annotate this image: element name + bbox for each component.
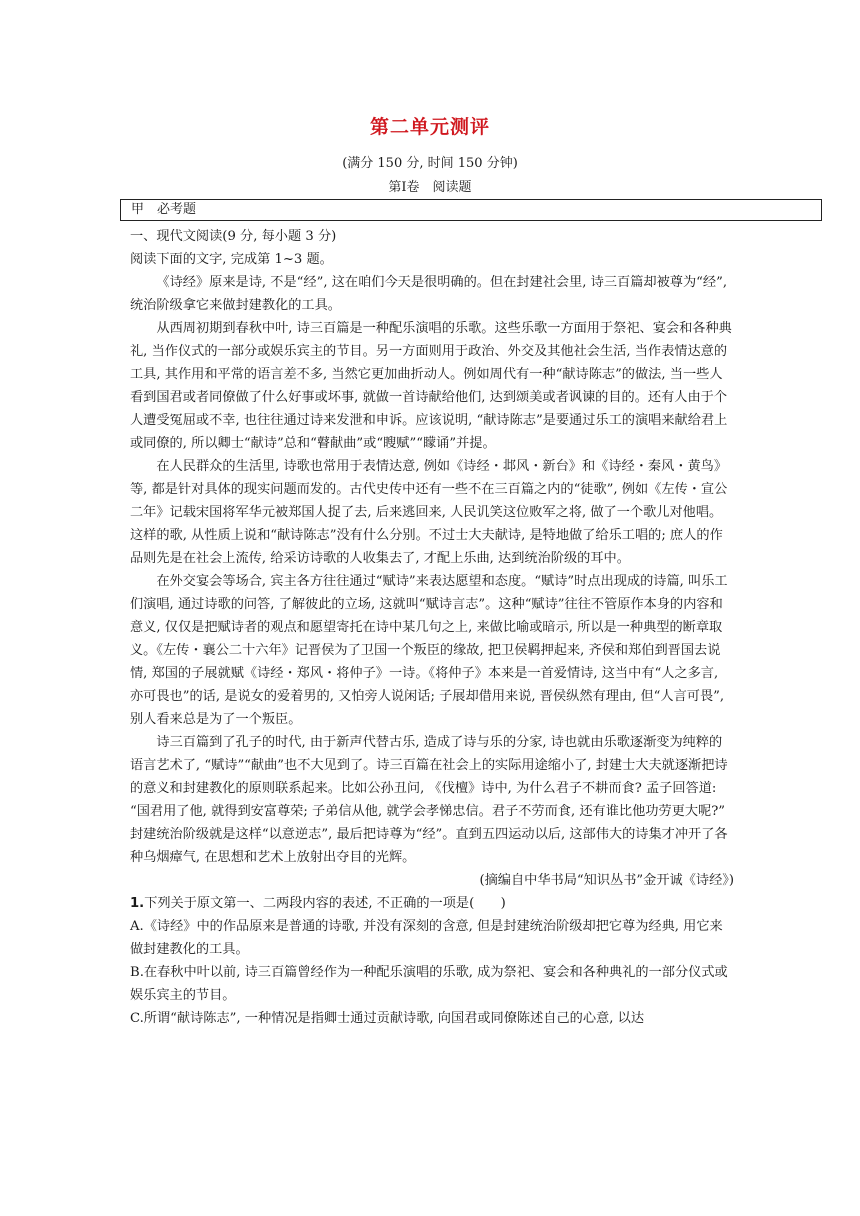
paragraph-5: 诗三百篇到了孔子的时代, 由于新声代替古乐, 造成了诗与乐的分家, 诗也就由乐歌逐渐变为纯粹的语言艺术了, “赋诗”“献曲”也不大见到了。诗三百篇在社会上的实际用途缩小了, 封建士大夫就逐渐把诗的意义和封建教化的原则联系起来。比如公孙丑问, 《伐檀》诗中, 为什么君子不耕而食? 孟子回答道: “国君用了他, 就得到安富尊荣; 子弟信从他, 就学会孝悌忠信。君子不劳而食, 还有谁比他功劳更大呢?” 封建统治阶级就是这样“以意逆志”, 最后把诗尊为“经”。直到五四运动以后, 这部伟大的诗集才冲开了各种乌烟瘴气, 在思想和艺术上放射出夺目的光辉。 — [130, 735, 728, 865]
paragraph-3: 在人民群众的生活里, 诗歌也常用于表情达意, 例如《诗经・邶风・新台》和《诗经・秦风・黄鸟》等, 都是针对具体的现实问题而发的。古代史传中还有一些不在三百篇之内的“徒歌”, 例如《左传・宣公二年》记载宋国将军华元被郑国人捉了去, 后来逃回来, 人民讥笑这位败军之将, 做了一个歌儿对他唱。这样的歌, 从性质上说和“献诗陈志”没有什么分别。不过士大夫献诗, 是特地做了给乐工唱的; 庶人的作品则先是在社会上流传, 给采访诗歌的人收集去了, 才配上乐曲, 达到统治阶级的耳中。 — [130, 459, 728, 566]
option-b: B.在春秋中叶以前, 诗三百篇曾经作为一种配乐演唱的乐歌, 成为祭祀、宴会和各种典礼的一部分仪式或娱乐宾主的节目。 — [130, 965, 728, 1003]
paragraph-1: 《诗经》原来是诗, 不是“经”, 这在咱们今天是很明确的。但在封建社会里, 诗三百篇却被尊为“经”, 统治阶级拿它来做封建教化的工具。 — [130, 275, 728, 313]
section-label: 甲 必考题 — [131, 202, 197, 217]
option-c: C.所谓“献诗陈志”, 一种情况是指卿士通过贡献诗歌, 向国君或同僚陈述自己的心意, 以达 — [130, 1011, 645, 1026]
section-heading: 一、现代文阅读(9 分, 每小题 3 分) — [130, 229, 337, 244]
source-citation: (摘编自中华书局“知识丛书”金开诚《诗经》) — [479, 873, 734, 888]
exam-info: (满分 150 分, 时间 150 分钟) — [342, 156, 518, 171]
paragraph-2: 从西周初期到春秋中叶, 诗三百篇是一种配乐演唱的乐歌。这些乐歌一方面用于祭祀、宴会和各种典礼, 当作仪式的一部分或娱乐宾主的节目。另一方面则用于政治、外交及其他社会生活, 当作表情达意的工具, 其作用和平常的语言差不多, 当然它更加曲折动人。例如周代有一种“献诗陈志”的做法, 当一些人看到国君或者同僚做了什么好事或坏事, 就做一首诗献给他们, 达到颂美或者讽谏的目的。还有人由于个人遭受冤屈或不幸, 也往往通过诗来发泄和申诉。应该说明, “献诗陈志”是要通过乐工的演唱来献给君上或同僚的, 所以卿士“献诗”总和“瞽献曲”或“瞍赋”“矇诵”并提。 — [130, 321, 732, 451]
reading-instruction: 阅读下面的文字, 完成第 1~3 题。 — [130, 252, 333, 267]
volume-heading: 第Ⅰ卷 阅读题 — [388, 180, 472, 195]
question-stem: 下列关于原文第一、二两段内容的表述, 不正确的一项是( ) — [144, 896, 506, 911]
paragraph-4: 在外交宴会等场合, 宾主各方往往通过“赋诗”来表达愿望和态度。“赋诗”时点出现成的诗篇, 叫乐工们演唱, 通过诗歌的问答, 了解彼此的立场, 这就叫“赋诗言志”。这种“赋诗”往往不管原作本身的内容和意义, 仅仅是把赋诗者的观点和愿望寄托在诗中某几句之上, 来做比喻或暗示, 所以是一种典型的断章取义。《左传・襄公二十六年》记晋侯为了卫国一个叛臣的缘故, 把卫侯羁押起来, 齐侯和郑伯到晋国去说情, 郑国的子展就赋《诗经・郑风・将仲子》一诗。《将仲子》本来是一首爱情诗, 这当中有“人之多言, 亦可畏也”的话, 是说女的爱着男的, 又怕旁人说闲话; 子展却借用来说, 晋侯纵然有理由, 但“人言可畏”, 别人看来总是为了一个叛臣。 — [130, 574, 728, 727]
reading-section — [130, 225, 734, 1030]
option-a: A.《诗经》中的作品原来是普通的诗歌, 并没有深刻的含意, 但是封建统治阶级却把它尊为经典, 用它来做封建教化的工具。 — [130, 919, 723, 957]
section-label-box — [120, 199, 822, 221]
question-1 — [130, 892, 734, 915]
question-number: 1. — [130, 896, 145, 911]
page-title: 第二单元测评 — [369, 116, 490, 138]
